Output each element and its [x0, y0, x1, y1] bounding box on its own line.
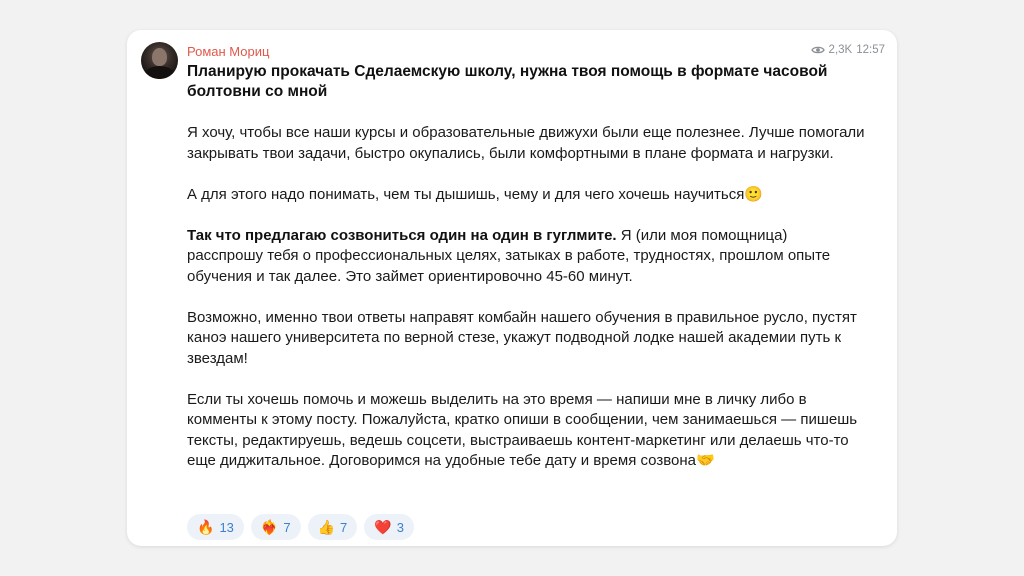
views-count: 2,3K — [828, 44, 853, 56]
reaction-heart[interactable] — [364, 514, 414, 540]
handshake-emoji-icon: 🤝 — [695, 452, 715, 469]
reaction-count: 13 — [219, 519, 234, 535]
post-time: 12:57 — [856, 44, 885, 56]
reaction-thumbs-up[interactable] — [308, 514, 358, 540]
thumbs-up-icon: 👍 — [317, 519, 336, 535]
paragraph-3-bold: Так что предлагаю созвониться один на один в гуглмите. — [187, 226, 617, 244]
reaction-fire[interactable] — [187, 514, 244, 540]
reaction-heart-on-fire[interactable] — [251, 514, 301, 540]
paragraph-3 — [187, 226, 867, 288]
paragraph-2 — [187, 185, 867, 206]
avatar[interactable] — [141, 42, 178, 79]
post-body — [187, 123, 867, 472]
fire-icon: 🔥 — [197, 519, 215, 535]
reaction-count: 7 — [340, 519, 348, 535]
post-title: Планирую прокачать Сделаемскую школу, нужна твоя помощь в формате часовой болтовни со мной — [187, 63, 828, 100]
paragraph-1: Я хочу, чтобы все наши курсы и образовательные движухи были еще полезнее. Лучше помогали закрывать твои задачи, быстро окупались, были комфортными в плане формата и нагрузки. — [187, 124, 865, 162]
smile-emoji-icon: 🙂 — [744, 185, 764, 203]
author-name[interactable]: Роман Мориц — [187, 44, 270, 59]
post-meta — [811, 44, 885, 56]
paragraph-2-text: А для этого надо понимать, чем ты дышишь, чему и для чего хочешь научиться — [187, 185, 745, 203]
reaction-count: 7 — [283, 519, 291, 535]
reactions-bar — [187, 514, 414, 540]
heart-icon: ❤️ — [374, 519, 392, 535]
paragraph-5 — [187, 390, 867, 472]
heart-on-fire-icon: ❤‍🔥 — [260, 519, 279, 535]
paragraph-5-text: Если ты хочешь помочь и можешь выделить на это время — напиши мне в личку либо в комменты к этому посту. Пожалуйста, кратко опиши в сообщении, чем занимаешься — пишешь тексты, редактируешь, ведешь соцсети, выстраиваешь контент-маркетинг или делаешь что-то еще диджитальное. Договоримся на удобные тебе дату и время созвона — [187, 390, 858, 469]
paragraph-3-text: Я (или моя помощница) расспрошу тебя о профессиональных целях, затыках в работе, трудностях, прошлом опыте обучения и так далее. Это займет ориентировочно 45-60 минут. — [187, 226, 831, 285]
post-card — [127, 30, 897, 546]
paragraph-4: Возможно, именно твои ответы направят комбайн нашего обучения в правильное русло, пустят каноэ нашего университета по верной стезе, укажут подводной лодке нашей академии путь к звездам! — [187, 308, 857, 367]
reaction-count: 3 — [396, 519, 404, 535]
eye-icon — [811, 45, 825, 55]
